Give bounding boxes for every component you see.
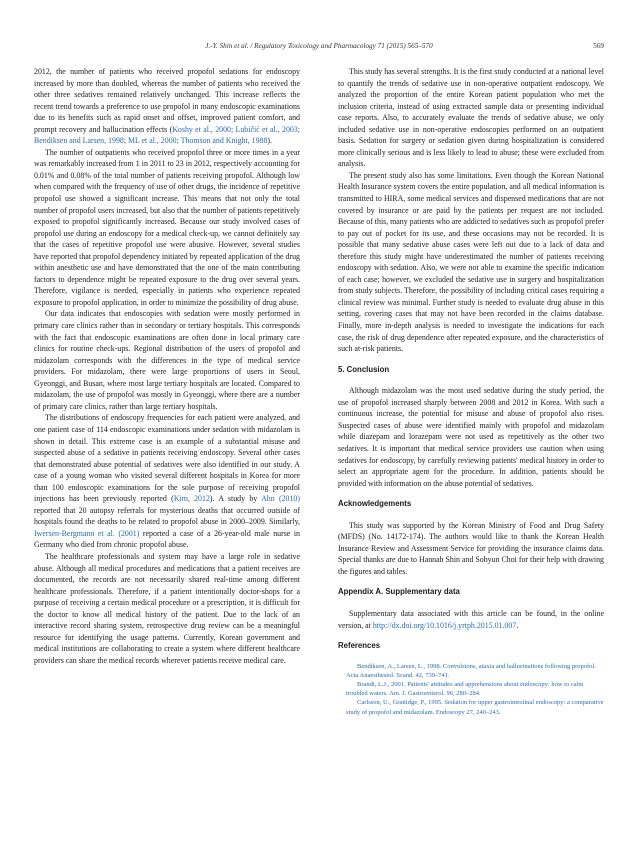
section-heading-references: References [338, 641, 381, 651]
right-column [338, 66, 604, 717]
paragraph: The healthcare professionals and system may have a large role in sedative abuse. Although all medical procedures and medications that a patient receives are documented, the records are not necessarily shared real-time among different healthcare professionals. Therefore, if a patient intentionally doctor-shops for a purpose of receiving a certain medical procedure or a prescription, it is difficult for the doctor to know all medical history of the patient. Due to the lack of an interactive record sharing system, retrospective drug review can be a meaningful resource for identifying the usage patterns. Currently, Korean government and medical institutions are collaborating to create a system where different healthcare providers can share the medical records wherever patients receive medical care. [34, 551, 300, 665]
doi-link[interactable]: http://dx.doi.org/10.1016/j.yrtph.2015.01.007 [372, 620, 517, 630]
citation-link[interactable]: Koshy et al., 2000; Lubičić et al., 2003; Bendiksen and Larsen, 1998; ML et al., 2000; Thomson and Knight, 1988 [34, 124, 300, 146]
paragraph-text: reported that 20 autopsy referrals for mysterious deaths that occurred outside of hospitals found the deaths to be related to propofol abuse in 2000–2009. Similarly, [34, 505, 300, 527]
paragraph-text: 2012, the number of patients who received propofol sedations for endoscopy increased by more than doubled, whereas the number of patients who received the other three sedatives remained relatively unchanged. This increase reflects the recent trend towards a preference to use propofol in many endoscopic examinations due to its benefits such as rapid onset and offset, improved patient comfort, and prompt recovery and hallucination effects ( [34, 67, 300, 134]
paragraph: The number of outpatients who received propofol three or more times in a year was remarkably increased from 1 in 2011 to 23 in 2012, respectively accounting for 0.01% and 0.08% of the total number of patients receiving propofol. Although low when compared with the frequency of use of other drugs, the incidence of repetitive propofol use showed a significant increase. This means that not only the total number of propofol users increased, but also that the number of patients repetitively exposed to propofol significantly increased. Because our study involved cases of propofol use during an endoscopy for a medical check-up, we cannot definitely say that the cases of repetitive propofol use were abusive. However, several studies have reported that propofol dependency initiated by repeated application of the drug within anesthetic use and have demonstrated that the one of the main contributing factors to dependence might be repeated exposure to the drug over several years. Therefore, vigilance is needed, especially in patients who experience repeated exposure to propofol application, in order to minimize the possibility of drug abuse. [34, 147, 300, 307]
page-number: 569 [593, 42, 604, 50]
paragraph [34, 412, 300, 551]
paragraph-text: reported a case of a 26-year-old male nurse in Germany who died from chronic propofol abuse. [34, 528, 300, 550]
paragraph [34, 66, 300, 147]
citation-link[interactable]: Iwersen-Bergmann et al. (2001) [34, 528, 140, 538]
paragraph: Although midazolam was the most used sedative during the study period, the use of propofol increased sharply between 2008 and 2012 in Korea. With such a continuous increase, the potential for misuse and abuse of propofol also rises. Suspected cases of abuse were identified mainly with propofol and midazolam while diazepam and lorazepam were not used as repetitively as the other two sedatives. It is important that medical service providers use caution when using sedatives for endoscopy, by carefully reviewing patients' medical history in order to select an appropriate agent for the procedure. In addition, patients should be provided with information on the abuse potential of sedatives. [338, 386, 604, 488]
paragraph-text: Supplementary data associated with this article can be found, in the online version, at [338, 608, 604, 630]
paragraph-text: ). [267, 136, 273, 146]
paragraph-text: . [516, 620, 519, 630]
paragraph: This study has several strengths. It is the first study conducted at a national level to quantify the trends of sedative use in non-operative outpatient endoscopy. We analyzed the proportion of the entire Korean patient population who met the inclusion criteria, instead of using extracted sample data or presenting individual case reports. Also, to accurately evaluate the trends of sedative abuse, we only included sedative use in non-operative endoscopies performed on an outpatient basis. Sedation for surgery or sedation given during hospitalization is considered more clinically serious and is less likely to lead to abuse; these were excluded from analysis. [338, 67, 604, 169]
paragraph-text: ). A study by [209, 494, 262, 504]
section-heading-acknowledgements: Acknowledgements [338, 499, 412, 509]
paragraph-text: The distributions of endoscopy frequencies for each patient were analyzed, and one patient case of 114 endoscopic examinations under sedation with midazolam is shown in detail. This extreme case is an example of a substantial misuse and suspected abuse of a sedative in patients receiving endoscopy. Several other cases that demonstrated abuse potential of sedatives were also identified in our study. A case of a young woman who visited several different hospitals in Korea for more than 100 endoscopic examinations for the sole purpose of receiving propofol injections has been previously reported ( [34, 413, 300, 504]
reference-item[interactable]: Carlsson, U., Grattidge, P., 1995. Sedation for upper gastrointestinal endoscopy: a comparative study of propofol and midazolam. Endoscopy 27, 240–243. [346, 699, 604, 716]
section-heading-appendix: Appendix A. Supplementary data [338, 587, 460, 597]
left-column [34, 66, 300, 666]
journal-citation: J.-Y. Shin et al. / Regulatory Toxicology and Pharmacology 71 (2015) 565–570 [205, 42, 433, 50]
paragraph [338, 608, 604, 631]
reference-item[interactable]: Brandt, L.J., 2001. Patients' attitudes and apprehensions about endoscopy: how to calm troubled waters. Am. J. Gastroenterol. 96, 280–284. [346, 681, 584, 698]
reference-item[interactable]: Bendiksen, A., Larsen, L., 1998. Convulsions, ataxia and hallucinations following propofol. Acta Anaesthesiol. Scand. 42, 739–741. [346, 662, 596, 679]
running-header [34, 42, 604, 54]
citation-link[interactable]: Kim, 2012 [173, 494, 210, 504]
paragraph: Our data indicates that endoscopies with sedation were mostly performed in primary care clinics rather than in secondary or tertiary hospitals. This corresponds with the fact that endoscopic examinations are often done in local primary care clinics for routine check-ups. Regional distribution of the users of propofol and midazolam corresponds with the differences in the type of medical service providers. For midazolam, there were large proportions of users in Seoul, Gyeonggi, and Busan, where most large tertiary hospitals are located. Compared to midazolam, the use of propofol was mostly in Gyeonggi, where there are a number of primary care clinics, rather than large tertiary hospitals. [34, 309, 300, 411]
paragraph: The present study also has some limitations. Even though the Korean National Health Insurance system covers the entire population, and all medical information is transmitted to HIRA, some medical services and dispensed medications that are not covered by insurance or are paid by the patients per request are not included. Because of this, many patients who are addicted to sedatives such as propofol prefer to pay out of pocket for its use, and these occasions may not be recorded. It is possible that many sedative abuse cases were left out due to a lack of data and therefore this study might have underestimated the number of patients receiving endoscopy with sedation. Also, we were not able to examine the specific indication of each case; however, we excluded the sedative use in surgery and hospitalization from study subjects. Therefore, the possibility of including critical cases requiring a clinical review was minimal. Further study is needed to evaluate drug abuse in this setting, covering cases that may not have been recorded in the claims database. Finally, more in-depth analysis is needed to investigate the indications for each case, the risk of drug dependence after repeated exposure, and the characteristics of such at-risk patients. [338, 170, 605, 354]
paragraph: This study was supported by the Korean Ministry of Food and Drug Safety (MFDS) (No. 14172-174). The authors would like to thank the Korean Health Insurance Review and Assessment Service for providing the insurance claims data. Special thanks are due to Hannah Shin and Sohyun Choi for their help with drawing the figures and tables. [338, 520, 604, 576]
reference-list [338, 662, 604, 717]
citation-link[interactable]: Ahn (2010) [261, 494, 301, 504]
section-heading-conclusion: 5. Conclusion [338, 364, 390, 374]
